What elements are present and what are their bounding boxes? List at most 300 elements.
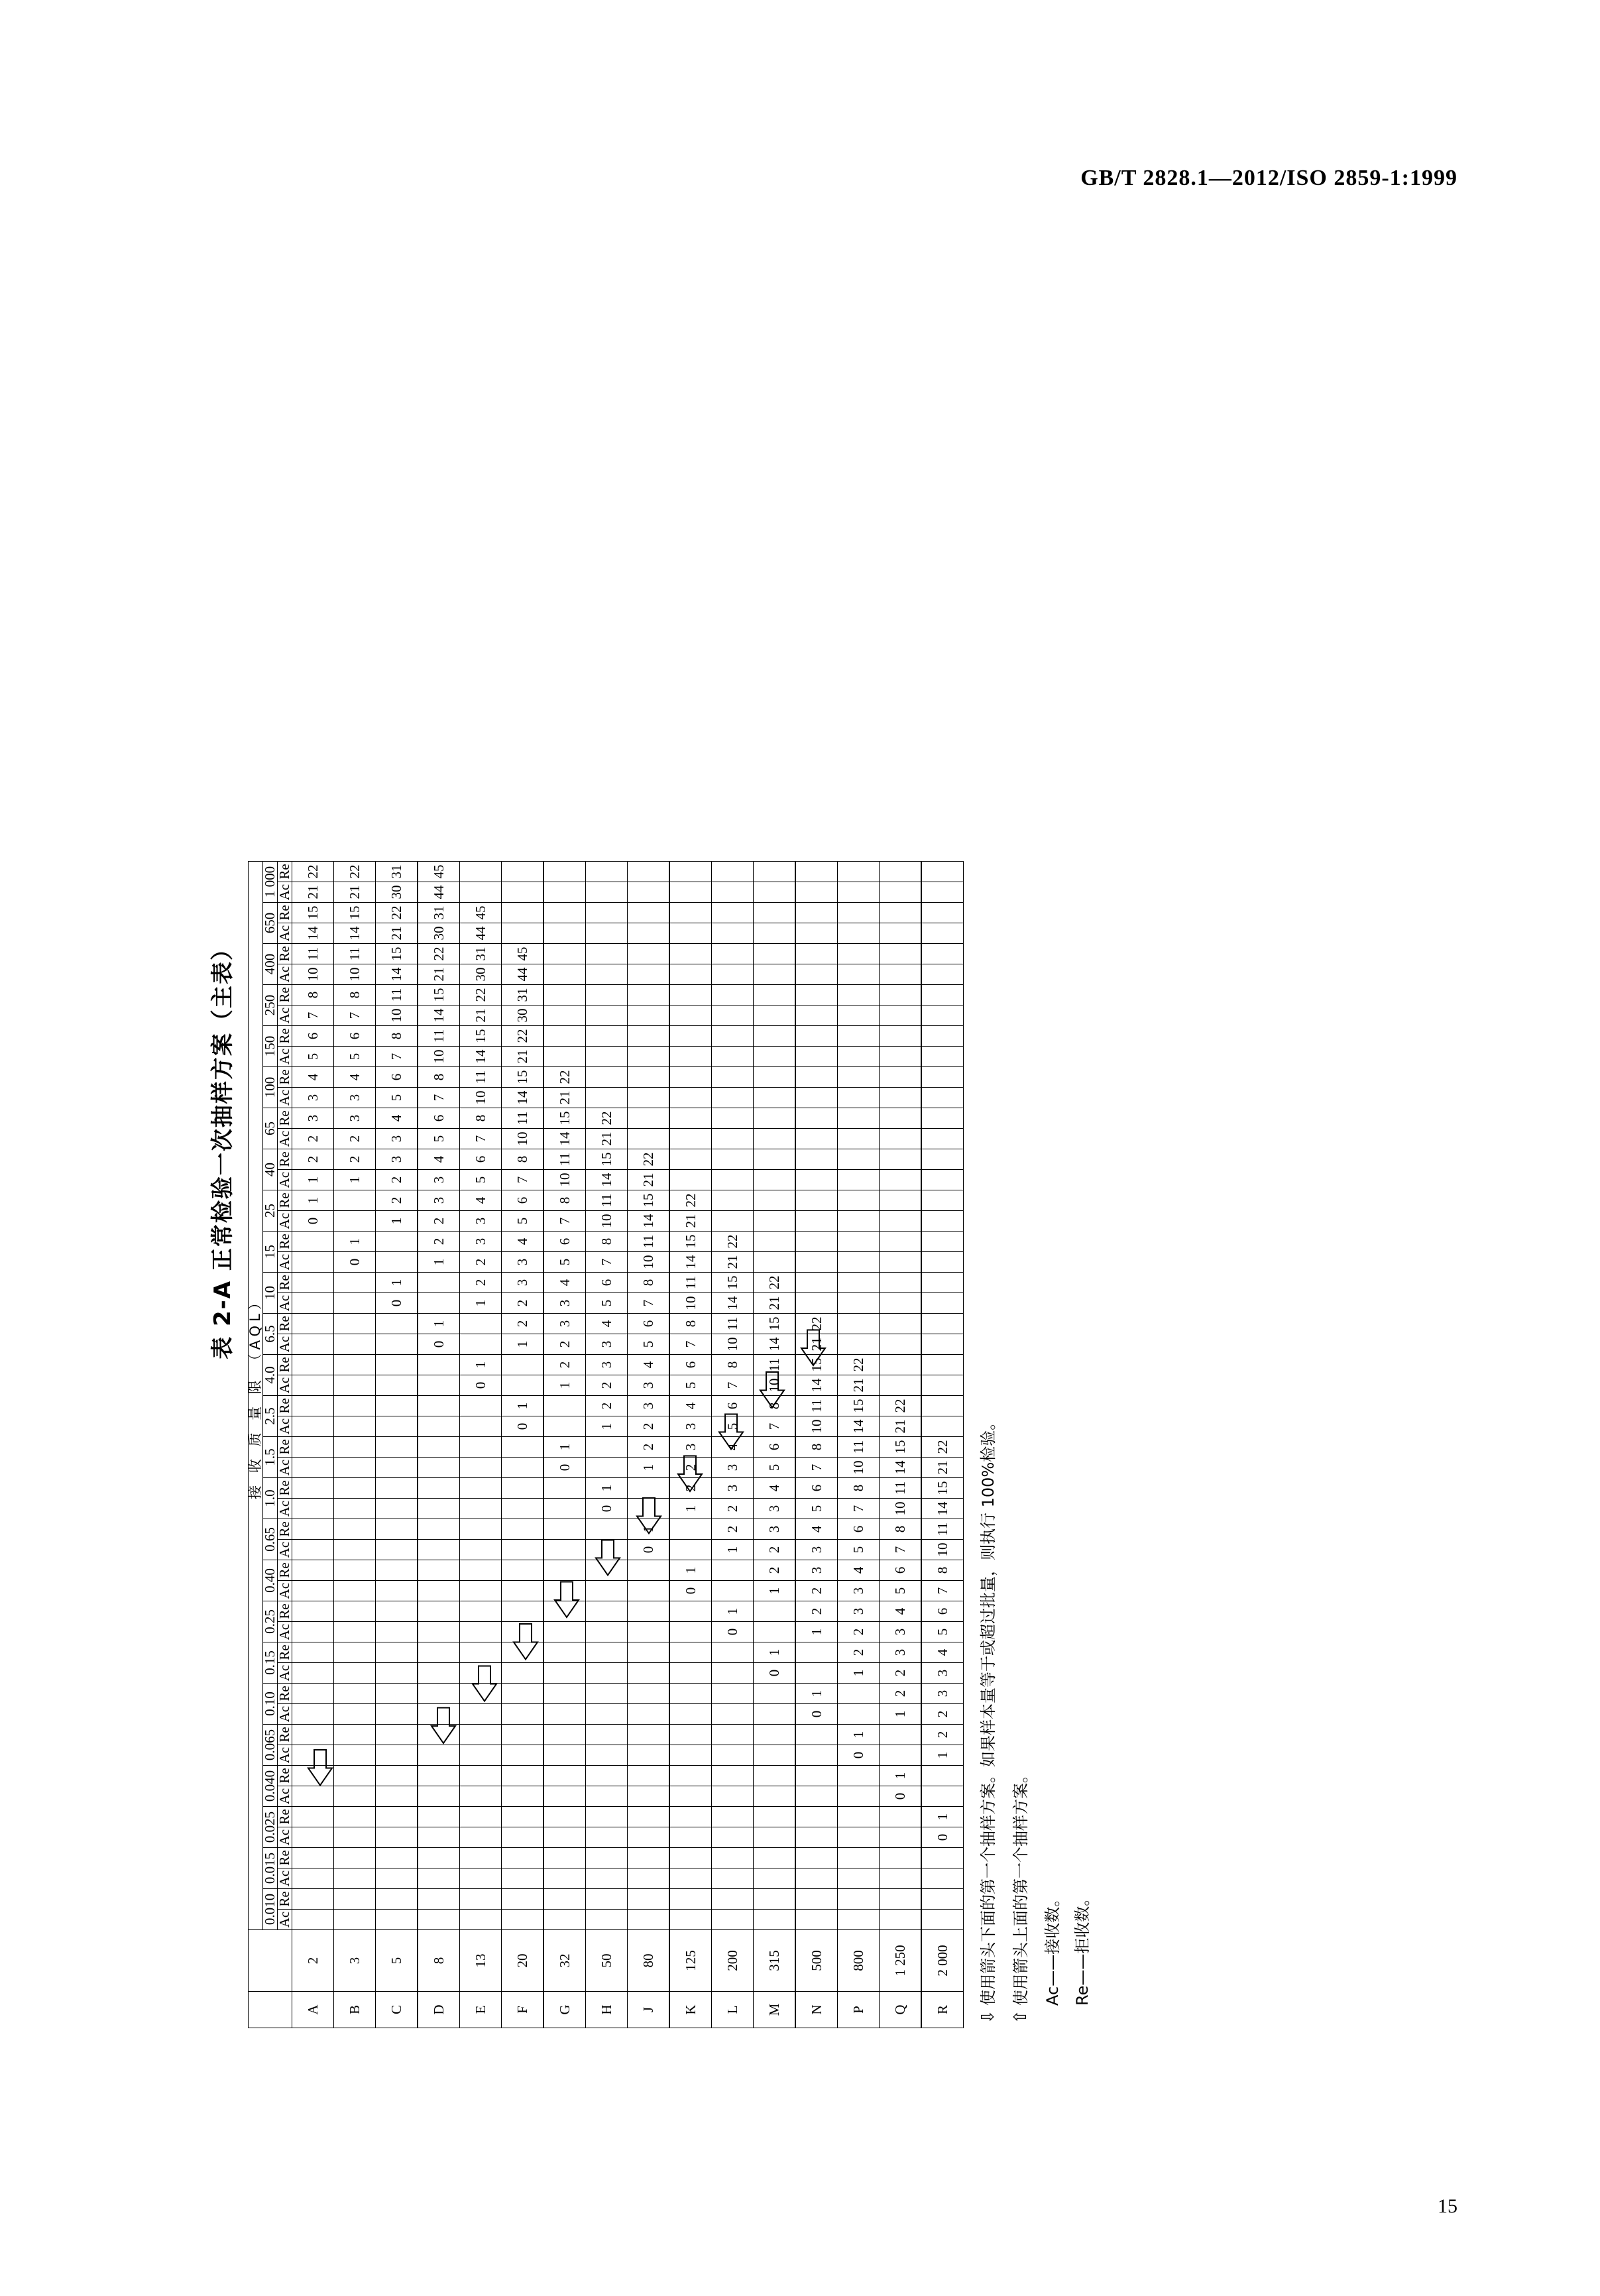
- cell-re: 1: [418, 1314, 460, 1334]
- cell-ac: [292, 1704, 334, 1725]
- cell-re: 8: [292, 985, 334, 1005]
- legend-ac-text: Ac——接收数。: [1043, 1890, 1062, 2006]
- cell-ac: 14: [334, 923, 376, 944]
- cell-re: [418, 1437, 460, 1458]
- cell-ac: [334, 1458, 376, 1478]
- cell-ac: 5: [754, 1458, 796, 1478]
- cell-ac: 21: [334, 882, 376, 903]
- cell-re: [376, 1437, 418, 1458]
- cell-re: [669, 1519, 712, 1540]
- cell-re: [543, 1807, 586, 1827]
- cell-re: 2: [795, 1601, 838, 1622]
- ac-header: Ac: [278, 1663, 292, 1684]
- cell-re: [921, 1889, 964, 1910]
- cell-ac: [292, 1786, 334, 1807]
- cell-re: [334, 1519, 376, 1540]
- cell-re: 11: [586, 1190, 628, 1211]
- cell-re: 1: [292, 1190, 334, 1211]
- cell-ac: 14: [880, 1458, 922, 1478]
- cell-re: 1: [334, 1232, 376, 1252]
- cell-ac: [754, 1047, 796, 1067]
- cell-re: [628, 1026, 670, 1047]
- cell-re: [669, 862, 712, 882]
- cell-ac: 44: [418, 882, 460, 903]
- cell-ac: [754, 1704, 796, 1725]
- cell-re: 2: [669, 1478, 712, 1499]
- cell-ac: 21: [376, 923, 418, 944]
- cell-ac: 0: [628, 1540, 670, 1560]
- cell-ac: 30: [502, 1005, 544, 1026]
- ac-header: Ac: [278, 1540, 292, 1560]
- cell-ac: [880, 1827, 922, 1848]
- cell-ac: [460, 1868, 502, 1889]
- cell-ac: 10: [754, 1375, 796, 1396]
- cell-ac: [586, 1540, 628, 1560]
- cell-re: [376, 1601, 418, 1622]
- cell-re: 11: [292, 944, 334, 964]
- cell-ac: 44: [460, 923, 502, 944]
- row-code-letter: E: [460, 1992, 502, 2028]
- cell-re: [712, 1766, 754, 1786]
- cell-ac: 5: [795, 1499, 838, 1519]
- cell-re: [418, 1355, 460, 1375]
- cell-re: [669, 1149, 712, 1170]
- row-code-letter: C: [376, 1992, 418, 2028]
- table-row: [334, 862, 376, 2028]
- cell-ac: [754, 1868, 796, 1889]
- cell-ac: 2: [628, 1416, 670, 1437]
- cell-ac: [754, 1786, 796, 1807]
- cell-ac: 1: [334, 1170, 376, 1190]
- cell-ac: [292, 1416, 334, 1437]
- cell-ac: [376, 1704, 418, 1725]
- cell-re: [292, 1807, 334, 1827]
- cell-ac: [460, 1458, 502, 1478]
- cell-ac: 5: [418, 1129, 460, 1149]
- cell-re: 2: [543, 1355, 586, 1375]
- re-header: Re: [278, 1149, 292, 1170]
- cell-ac: [880, 1334, 922, 1355]
- cell-re: [669, 1684, 712, 1704]
- ac-header: Ac: [278, 1005, 292, 1026]
- ac-header: Ac: [278, 882, 292, 903]
- cell-re: 3: [795, 1560, 838, 1581]
- cell-re: 15: [376, 944, 418, 964]
- cell-ac: [712, 1910, 754, 1930]
- cell-re: [334, 1437, 376, 1458]
- cell-ac: [921, 1170, 964, 1190]
- cell-re: [460, 1684, 502, 1704]
- cell-ac: 7: [795, 1458, 838, 1478]
- cell-ac: [543, 1622, 586, 1642]
- up-arrow-icon: ⇧: [1011, 2010, 1031, 2024]
- cell-ac: 7: [669, 1334, 712, 1355]
- cell-re: 1: [754, 1642, 796, 1663]
- cell-re: [376, 1232, 418, 1252]
- ac-header: Ac: [278, 1745, 292, 1766]
- row-code-letter: G: [543, 1992, 586, 2028]
- cell-re: 4: [921, 1642, 964, 1663]
- cell-ac: [543, 923, 586, 944]
- cell-ac: [334, 1868, 376, 1889]
- cell-ac: [502, 1910, 544, 1930]
- cell-re: [418, 1766, 460, 1786]
- cell-re: [754, 1232, 796, 1252]
- cell-re: 1: [502, 1396, 544, 1416]
- cell-ac: [502, 1499, 544, 1519]
- cell-ac: [334, 1499, 376, 1519]
- cell-ac: [376, 1499, 418, 1519]
- cell-ac: [418, 1827, 460, 1848]
- cell-re: [712, 1684, 754, 1704]
- cell-ac: 5: [838, 1540, 880, 1560]
- cell-re: 4: [502, 1232, 544, 1252]
- cell-re: 31: [376, 862, 418, 882]
- cell-re: [628, 1560, 670, 1581]
- cell-ac: [376, 1910, 418, 1930]
- cell-re: [543, 1766, 586, 1786]
- cell-ac: [502, 1540, 544, 1560]
- cell-re: [669, 1807, 712, 1827]
- aql-column-header: 1 000: [263, 862, 278, 903]
- cell-re: 3: [628, 1396, 670, 1416]
- cell-ac: [586, 1458, 628, 1478]
- cell-re: [460, 1519, 502, 1540]
- cell-re: [460, 1889, 502, 1910]
- cell-re: 15: [754, 1314, 796, 1334]
- cell-ac: [334, 1704, 376, 1725]
- cell-ac: [460, 1581, 502, 1601]
- cell-ac: [586, 882, 628, 903]
- cell-ac: 2: [880, 1663, 922, 1684]
- table-row: [880, 862, 922, 2028]
- cell-re: 2: [586, 1396, 628, 1416]
- cell-re: [921, 1314, 964, 1334]
- cell-ac: 7: [880, 1540, 922, 1560]
- cell-re: [586, 944, 628, 964]
- row-code-letter: R: [921, 1992, 964, 2028]
- cell-ac: 3: [418, 1170, 460, 1190]
- cell-re: [628, 1067, 670, 1088]
- cell-re: 8: [795, 1437, 838, 1458]
- legend-up-arrow: [1005, 1414, 1037, 2028]
- cell-re: 22: [921, 1437, 964, 1458]
- cell-ac: [754, 882, 796, 903]
- row-code-letter: A: [292, 1992, 334, 2028]
- cell-ac: [921, 1868, 964, 1889]
- cell-re: [628, 862, 670, 882]
- cell-re: [628, 1766, 670, 1786]
- cell-re: 3: [921, 1684, 964, 1704]
- cell-re: [712, 1889, 754, 1910]
- table-title: 表 2-A 正常检验一次抽样方案（主表）: [209, 937, 236, 1359]
- cell-re: [880, 862, 922, 882]
- cell-re: 1: [376, 1273, 418, 1293]
- cell-re: 15: [418, 985, 460, 1005]
- aql-column-header: 0.025: [263, 1807, 278, 1848]
- cell-re: 31: [460, 944, 502, 964]
- cell-re: 11: [880, 1478, 922, 1499]
- cell-re: [543, 1396, 586, 1416]
- cell-ac: 3: [376, 1129, 418, 1149]
- cell-ac: [376, 1334, 418, 1355]
- row-sample-size: 2: [292, 1930, 334, 1992]
- cell-ac: 5: [669, 1375, 712, 1396]
- cell-ac: 21: [418, 964, 460, 985]
- cell-ac: [669, 1786, 712, 1807]
- cell-ac: [376, 1745, 418, 1766]
- cell-re: [795, 1848, 838, 1868]
- cell-ac: [418, 1704, 460, 1725]
- cell-re: [669, 1848, 712, 1868]
- cell-ac: 10: [586, 1211, 628, 1232]
- cell-re: 6: [376, 1067, 418, 1088]
- cell-re: 6: [921, 1601, 964, 1622]
- cell-ac: [543, 1704, 586, 1725]
- cell-ac: [502, 1622, 544, 1642]
- cell-ac: [502, 1581, 544, 1601]
- cell-re: [712, 1807, 754, 1827]
- cell-ac: [460, 1540, 502, 1560]
- cell-ac: [418, 1868, 460, 1889]
- cell-re: [543, 1560, 586, 1581]
- cell-re: [795, 1149, 838, 1170]
- cell-re: [921, 944, 964, 964]
- re-header: Re: [278, 1026, 292, 1047]
- cell-ac: [334, 1375, 376, 1396]
- cell-re: 22: [628, 1149, 670, 1170]
- cell-re: [880, 1026, 922, 1047]
- cell-re: [502, 1355, 544, 1375]
- row-code-letter: B: [334, 1992, 376, 2028]
- cell-ac: 21: [543, 1088, 586, 1108]
- aql-column-header: 15: [263, 1232, 278, 1273]
- cell-ac: [838, 1704, 880, 1725]
- cell-ac: 1: [502, 1334, 544, 1355]
- cell-ac: [376, 1663, 418, 1684]
- cell-ac: 1: [921, 1745, 964, 1766]
- cell-re: [586, 862, 628, 882]
- cell-ac: [921, 1334, 964, 1355]
- cell-ac: [838, 1293, 880, 1314]
- cell-ac: [754, 1088, 796, 1108]
- cell-ac: [754, 1252, 796, 1273]
- cell-re: 15: [502, 1067, 544, 1088]
- cell-ac: [460, 1910, 502, 1930]
- cell-ac: 7: [418, 1088, 460, 1108]
- cell-re: 6: [795, 1478, 838, 1499]
- cell-re: [628, 1725, 670, 1745]
- row-sample-size: 2 000: [921, 1930, 964, 1992]
- cell-re: 8: [334, 985, 376, 1005]
- cell-ac: 30: [376, 882, 418, 903]
- cell-re: [712, 1725, 754, 1745]
- cell-ac: [543, 1005, 586, 1026]
- cell-ac: [502, 1745, 544, 1766]
- cell-re: 6: [460, 1149, 502, 1170]
- table-row: [712, 862, 754, 2028]
- cell-re: [880, 1314, 922, 1334]
- cell-re: [586, 1560, 628, 1581]
- cell-re: 8: [586, 1232, 628, 1252]
- cell-ac: [628, 1663, 670, 1684]
- ac-header: Ac: [278, 1211, 292, 1232]
- aql-column-header: 0.040: [263, 1766, 278, 1807]
- table-row: [921, 862, 964, 2028]
- table-row: [628, 862, 670, 2028]
- cell-ac: [795, 1005, 838, 1026]
- cell-re: [460, 1848, 502, 1868]
- cell-re: [292, 1889, 334, 1910]
- cell-re: 11: [460, 1067, 502, 1088]
- cell-ac: [880, 1252, 922, 1273]
- cell-ac: 0: [880, 1786, 922, 1807]
- cell-re: [921, 1149, 964, 1170]
- cell-re: [586, 1807, 628, 1827]
- cell-re: [628, 903, 670, 923]
- cell-ac: 0: [712, 1622, 754, 1642]
- cell-ac: 44: [502, 964, 544, 985]
- ac-header: Ac: [278, 1499, 292, 1519]
- cell-ac: [669, 1704, 712, 1725]
- cell-ac: 5: [921, 1622, 964, 1642]
- cell-re: [543, 1848, 586, 1868]
- cell-re: [838, 1108, 880, 1129]
- re-header: Re: [278, 1437, 292, 1458]
- cell-ac: [712, 923, 754, 944]
- cell-re: [292, 1848, 334, 1868]
- cell-re: 15: [628, 1190, 670, 1211]
- cell-ac: [880, 1211, 922, 1232]
- re-header: Re: [278, 1396, 292, 1416]
- cell-re: [543, 1889, 586, 1910]
- cell-ac: [838, 1868, 880, 1889]
- cell-re: [838, 1807, 880, 1827]
- cell-re: [628, 1889, 670, 1910]
- cell-ac: [921, 1293, 964, 1314]
- cell-re: [292, 1314, 334, 1334]
- cell-ac: 14: [418, 1005, 460, 1026]
- cell-re: [502, 1478, 544, 1499]
- cell-re: 15: [292, 903, 334, 923]
- row-sample-size: 13: [460, 1930, 502, 1992]
- cell-re: [712, 985, 754, 1005]
- cell-re: [795, 985, 838, 1005]
- cell-ac: 14: [502, 1088, 544, 1108]
- cell-re: [376, 1766, 418, 1786]
- cell-ac: 3: [334, 1088, 376, 1108]
- cell-re: [712, 1149, 754, 1170]
- cell-ac: [712, 1745, 754, 1766]
- cell-re: 6: [502, 1190, 544, 1211]
- cell-re: [418, 1725, 460, 1745]
- ac-header: Ac: [278, 1375, 292, 1396]
- re-header: Re: [278, 1190, 292, 1211]
- cell-re: [921, 1848, 964, 1868]
- cell-re: [292, 1601, 334, 1622]
- row-sample-size: 5: [376, 1930, 418, 1992]
- cell-re: [669, 1725, 712, 1745]
- re-header: Re: [278, 1478, 292, 1499]
- cell-ac: 21: [628, 1170, 670, 1190]
- cell-ac: [795, 882, 838, 903]
- cell-re: [921, 985, 964, 1005]
- cell-ac: [921, 1375, 964, 1396]
- cell-re: [376, 1848, 418, 1868]
- cell-ac: 10: [543, 1170, 586, 1190]
- cell-ac: 2: [502, 1293, 544, 1314]
- cell-ac: 21: [712, 1252, 754, 1273]
- cell-ac: [628, 923, 670, 944]
- cell-ac: 2: [418, 1211, 460, 1232]
- cell-re: [880, 1190, 922, 1211]
- cell-re: 31: [418, 903, 460, 923]
- cell-re: [795, 1642, 838, 1663]
- cell-ac: 7: [376, 1047, 418, 1067]
- cell-re: [334, 1725, 376, 1745]
- cell-ac: 10: [376, 1005, 418, 1026]
- cell-ac: [838, 1334, 880, 1355]
- cell-ac: [712, 1786, 754, 1807]
- cell-re: [628, 1642, 670, 1663]
- cell-ac: [921, 1910, 964, 1930]
- cell-re: [628, 985, 670, 1005]
- cell-re: [334, 1684, 376, 1704]
- cell-ac: [880, 1868, 922, 1889]
- cell-re: [334, 1807, 376, 1827]
- cell-re: 2: [418, 1232, 460, 1252]
- cell-re: 8: [460, 1108, 502, 1129]
- cell-re: [669, 985, 712, 1005]
- cell-re: [376, 1314, 418, 1334]
- row-sample-size: 3: [334, 1930, 376, 1992]
- row-sample-size: 800: [838, 1930, 880, 1992]
- cell-re: 6: [880, 1560, 922, 1581]
- cell-re: 11: [754, 1355, 796, 1375]
- cell-re: [921, 862, 964, 882]
- cell-re: 1: [795, 1684, 838, 1704]
- cell-ac: [543, 1416, 586, 1437]
- cell-ac: [754, 923, 796, 944]
- cell-ac: [795, 1293, 838, 1314]
- cell-ac: [754, 1910, 796, 1930]
- cell-ac: [669, 1540, 712, 1560]
- cell-ac: [838, 882, 880, 903]
- cell-ac: [880, 1910, 922, 1930]
- re-header: Re: [278, 1108, 292, 1129]
- cell-ac: [543, 1047, 586, 1067]
- cell-ac: 7: [712, 1375, 754, 1396]
- cell-ac: 7: [543, 1211, 586, 1232]
- down-arrow-icon: ⇩: [978, 2010, 998, 2024]
- cell-re: [543, 1684, 586, 1704]
- cell-ac: 3: [754, 1499, 796, 1519]
- cell-ac: 0: [838, 1745, 880, 1766]
- header-row-ac-re: [278, 862, 292, 2028]
- cell-re: [334, 1560, 376, 1581]
- table-row: [376, 862, 418, 2028]
- cell-re: [838, 1273, 880, 1293]
- cell-re: 8: [376, 1026, 418, 1047]
- cell-ac: [502, 882, 544, 903]
- cell-re: [669, 903, 712, 923]
- cell-ac: 30: [460, 964, 502, 985]
- cell-re: [880, 1725, 922, 1745]
- cell-ac: [880, 1005, 922, 1026]
- cell-ac: [418, 1458, 460, 1478]
- cell-ac: [669, 1047, 712, 1067]
- cell-re: [838, 1314, 880, 1334]
